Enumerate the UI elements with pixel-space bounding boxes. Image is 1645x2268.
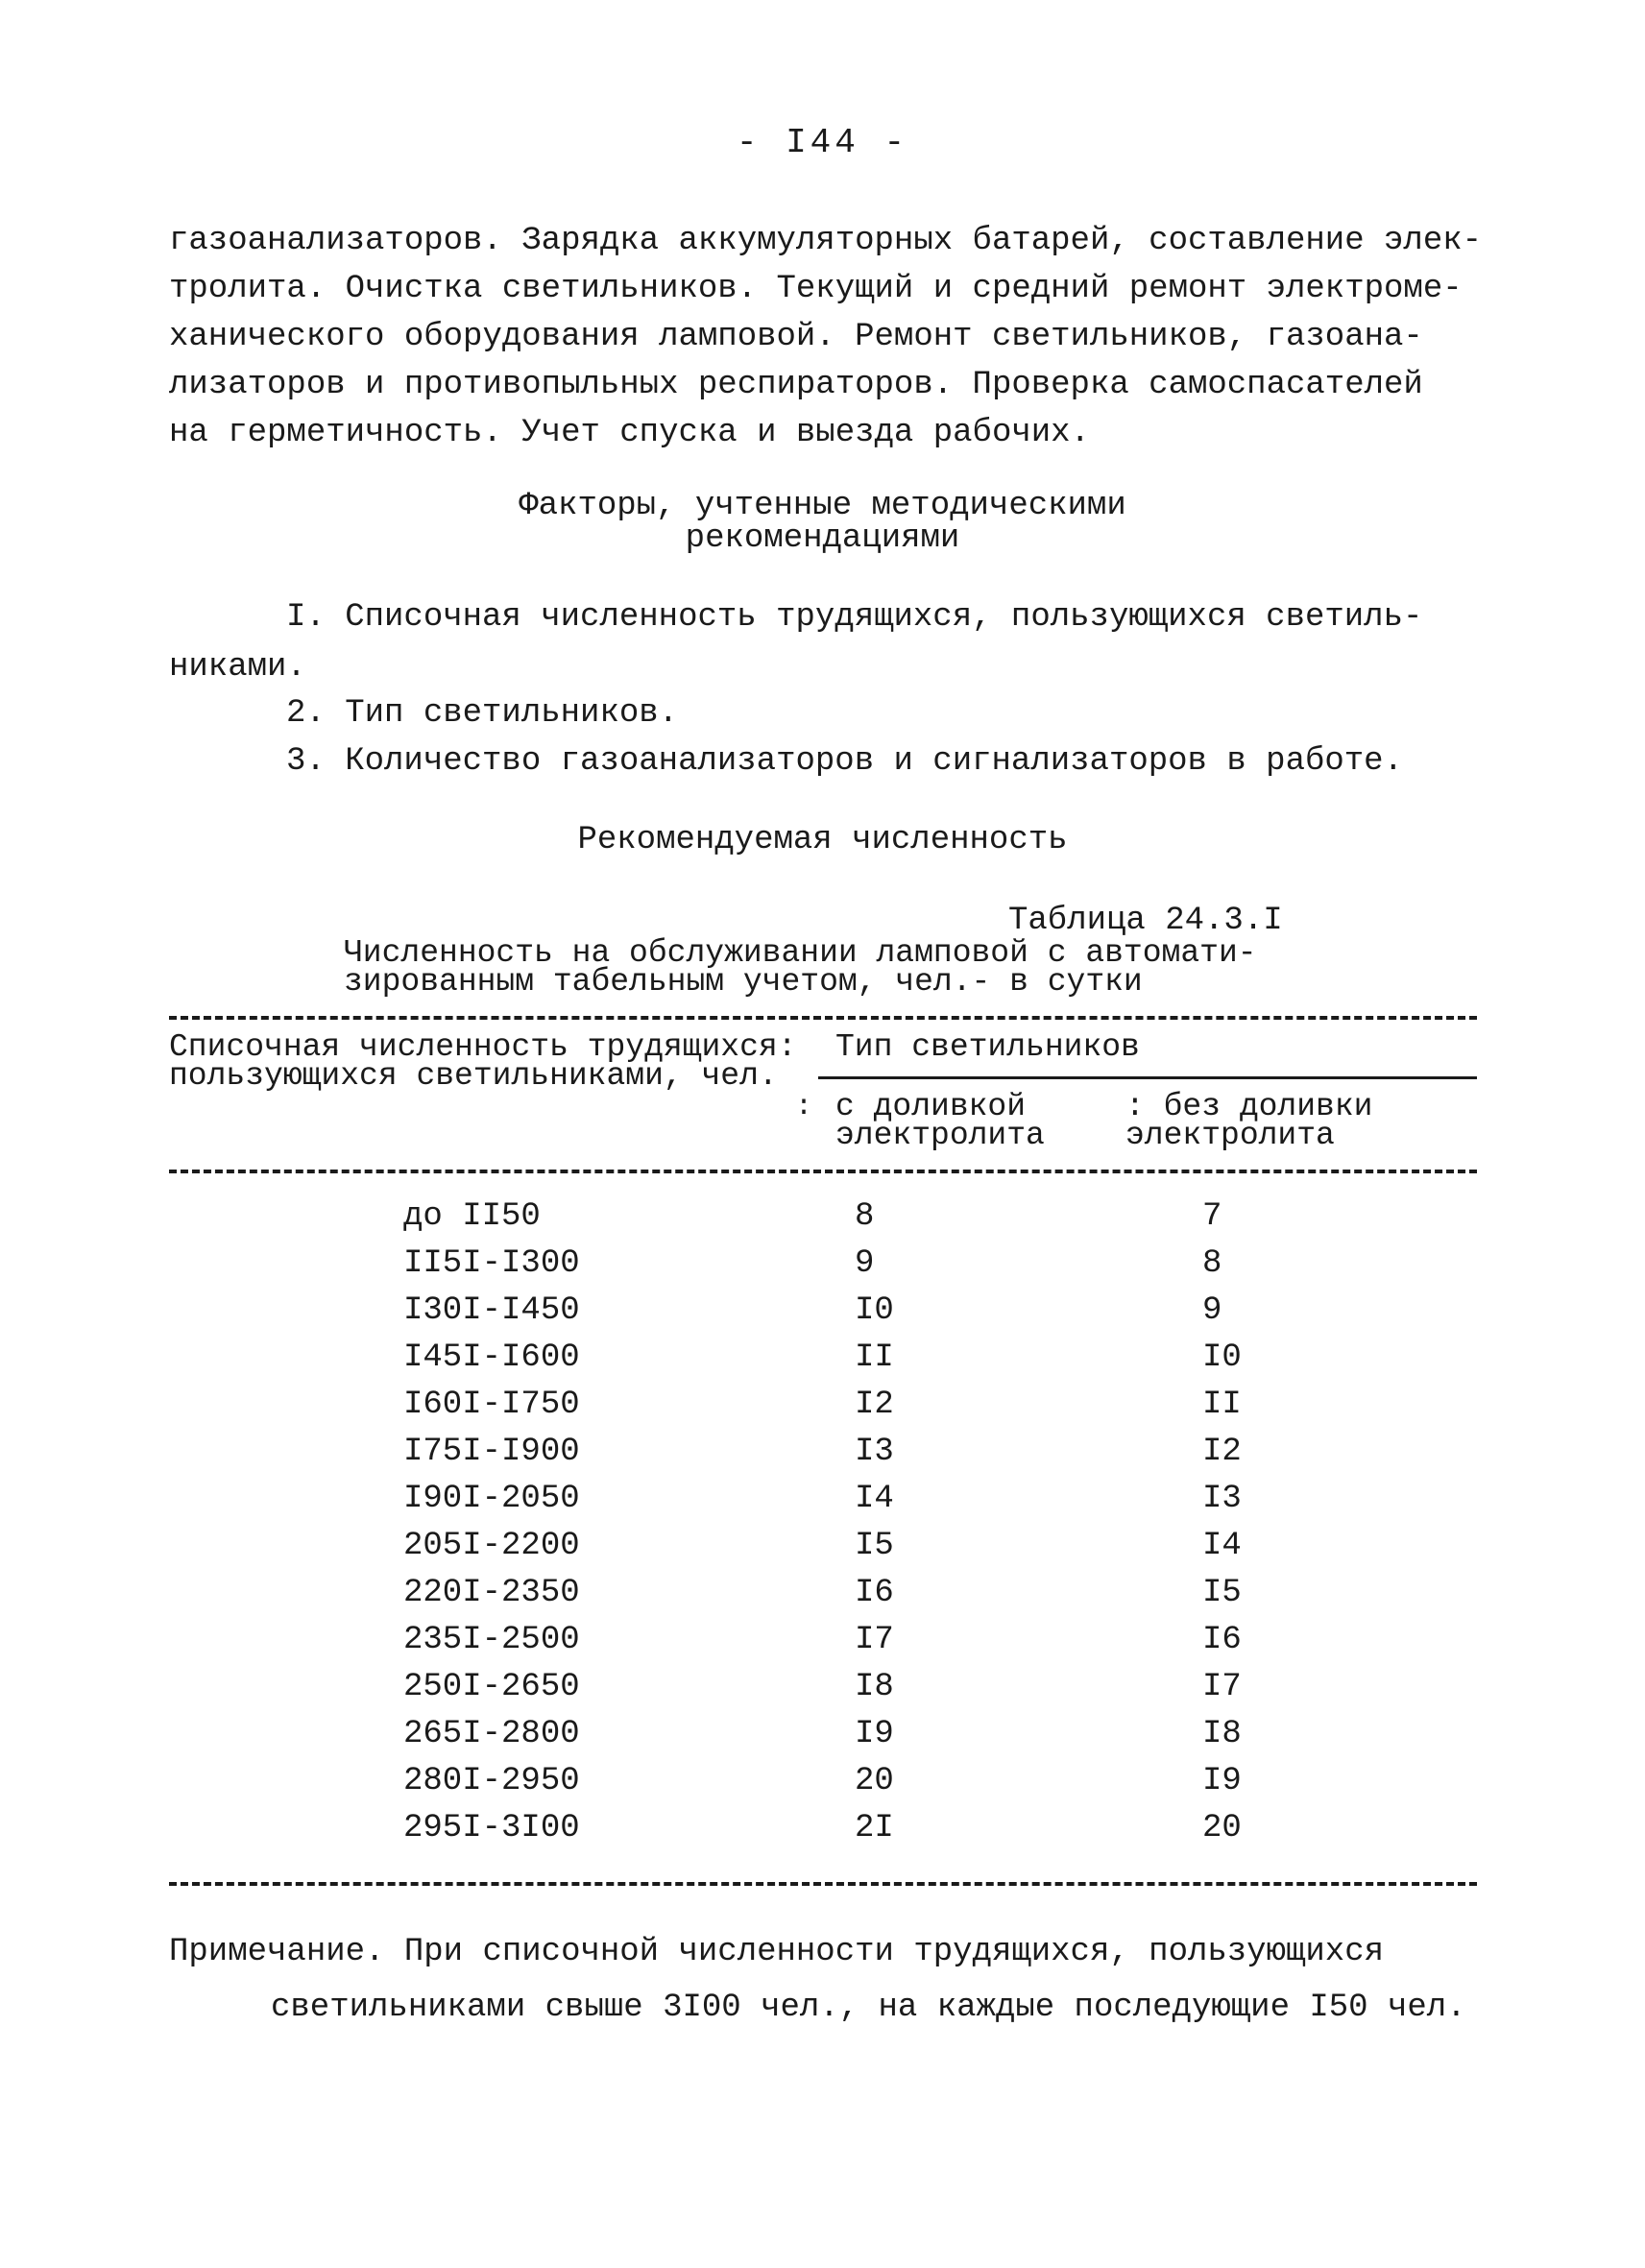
table-row — [0, 1198, 1645, 1245]
row-with-refill-value: II — [855, 1339, 894, 1376]
row-range: 280I-2950 — [403, 1763, 580, 1799]
table-bottom-rule — [169, 1882, 1477, 1886]
intro-line: на герметичность. Учет спуска и выезда рабочих. — [169, 415, 1090, 451]
row-without-refill-value: I6 — [1202, 1622, 1242, 1658]
row-range: I90I-2050 — [403, 1481, 580, 1517]
row-range: I60I-I750 — [403, 1387, 580, 1423]
row-range: I45I-I600 — [403, 1339, 580, 1376]
colon-mark: : — [795, 1091, 813, 1123]
row-with-refill-value: I6 — [855, 1575, 894, 1611]
row-range: II5I-I300 — [403, 1245, 580, 1282]
table-row — [0, 1575, 1645, 1622]
table-caption-line: зированным табельным учетом, чел.- в сутки — [344, 964, 1143, 1000]
row-with-refill-value: 20 — [855, 1763, 894, 1799]
col-header-list-count — [169, 1029, 797, 1094]
row-with-refill-value: I9 — [855, 1716, 894, 1752]
header-divider — [818, 1076, 1477, 1079]
row-range: 205I-2200 — [403, 1528, 580, 1564]
row-without-refill-value: I8 — [1202, 1716, 1242, 1752]
table-row — [0, 1622, 1645, 1669]
factors-heading-line: Факторы, учтенные методическими — [519, 488, 1126, 524]
col-header-line: электролита — [1125, 1118, 1335, 1153]
row-with-refill-value: I8 — [855, 1669, 894, 1705]
row-range: 235I-2500 — [403, 1622, 580, 1658]
intro-line: ханического оборудования ламповой. Ремонт светильников, газоана- — [169, 319, 1423, 355]
row-with-refill-value: 9 — [855, 1245, 875, 1282]
header-bottom-rule — [169, 1170, 1477, 1173]
row-without-refill-value: 9 — [1202, 1292, 1222, 1329]
table-label: Таблица 24.3.I — [1008, 903, 1283, 939]
table-row — [0, 1387, 1645, 1434]
table-row — [0, 1763, 1645, 1810]
table-row — [0, 1810, 1645, 1857]
factor-item-1: I. Списочная численность трудящихся, пользующихся светиль- — [286, 599, 1423, 636]
col-header-with-refill — [835, 1089, 1045, 1153]
col-header-line: пользующихся светильниками, чел. — [169, 1058, 778, 1094]
table-row — [0, 1669, 1645, 1716]
table-caption-line: Численность на обслуживании ламповой с автомати- — [344, 935, 1257, 971]
row-range: 250I-2650 — [403, 1669, 580, 1705]
page-number: - I44 - — [736, 123, 909, 162]
table-row — [0, 1339, 1645, 1387]
row-with-refill-value: I2 — [855, 1387, 894, 1423]
row-range: I30I-I450 — [403, 1292, 580, 1329]
recommended-heading: Рекомендуемая численность — [577, 822, 1068, 858]
row-with-refill-value: I5 — [855, 1528, 894, 1564]
row-with-refill-value: I7 — [855, 1622, 894, 1658]
factors-heading-line: рекомендациями — [685, 520, 960, 557]
col-header-line: Списочная численность трудящихся: — [169, 1029, 797, 1065]
row-range: до II50 — [403, 1198, 541, 1235]
row-without-refill-value: I3 — [1202, 1481, 1242, 1517]
intro-line: тролита. Очистка светильников. Текущий и средний ремонт электроме- — [169, 271, 1463, 307]
table-top-rule — [169, 1016, 1477, 1020]
row-range: 265I-2800 — [403, 1716, 580, 1752]
row-without-refill-value: I4 — [1202, 1528, 1242, 1564]
row-without-refill-value: I0 — [1202, 1339, 1242, 1376]
row-range: 220I-2350 — [403, 1575, 580, 1611]
row-without-refill-value: I2 — [1202, 1434, 1242, 1470]
table-row — [0, 1481, 1645, 1528]
intro-line: газоанализаторов. Зарядка аккумуляторных батарей, составление элек- — [169, 223, 1483, 259]
note-line-2: светильниками свыше 3I00 чел., на каждые последующие I50 чел. — [271, 1990, 1466, 2026]
col-header-without-refill — [1125, 1089, 1373, 1153]
table-row — [0, 1528, 1645, 1575]
note-line-1: Примечание. При списочной численности трудящихся, пользующихся — [169, 1934, 1385, 1970]
row-without-refill-value: II — [1202, 1387, 1242, 1423]
intro-line: лизаторов и противопыльных респираторов. Проверка самоспасателей — [169, 367, 1423, 403]
row-without-refill-value: 7 — [1202, 1198, 1222, 1235]
row-range: 295I-3I00 — [403, 1810, 580, 1846]
table-caption — [344, 935, 1257, 1000]
table-row — [0, 1245, 1645, 1292]
intro-paragraph — [169, 217, 1482, 457]
factor-item-2: 2. Тип светильников. — [286, 695, 679, 732]
row-with-refill-value: 8 — [855, 1198, 875, 1235]
row-with-refill-value: I0 — [855, 1292, 894, 1329]
row-with-refill-value: 2I — [855, 1810, 894, 1846]
factor-item-3: 3. Количество газоанализаторов и сигнализаторов в работе. — [286, 743, 1403, 780]
row-with-refill-value: I3 — [855, 1434, 894, 1470]
row-without-refill-value: I5 — [1202, 1575, 1242, 1611]
table-row — [0, 1716, 1645, 1763]
table-row — [0, 1292, 1645, 1339]
row-without-refill-value: I9 — [1202, 1763, 1242, 1799]
factors-heading — [0, 490, 1645, 555]
factor-item-1-continuation: никами. — [169, 649, 306, 686]
row-without-refill-value: I7 — [1202, 1669, 1242, 1705]
row-range: I75I-I900 — [403, 1434, 580, 1470]
row-with-refill-value: I4 — [855, 1481, 894, 1517]
row-without-refill-value: 8 — [1202, 1245, 1222, 1282]
col-header-line: : без доливки — [1125, 1089, 1373, 1124]
col-header-line: электролита — [835, 1118, 1045, 1153]
table-row — [0, 1434, 1645, 1481]
row-without-refill-value: 20 — [1202, 1810, 1242, 1846]
col-header-line: с доливкой — [835, 1089, 1027, 1124]
col-header-lamp-type: Тип светильников — [835, 1029, 1140, 1065]
